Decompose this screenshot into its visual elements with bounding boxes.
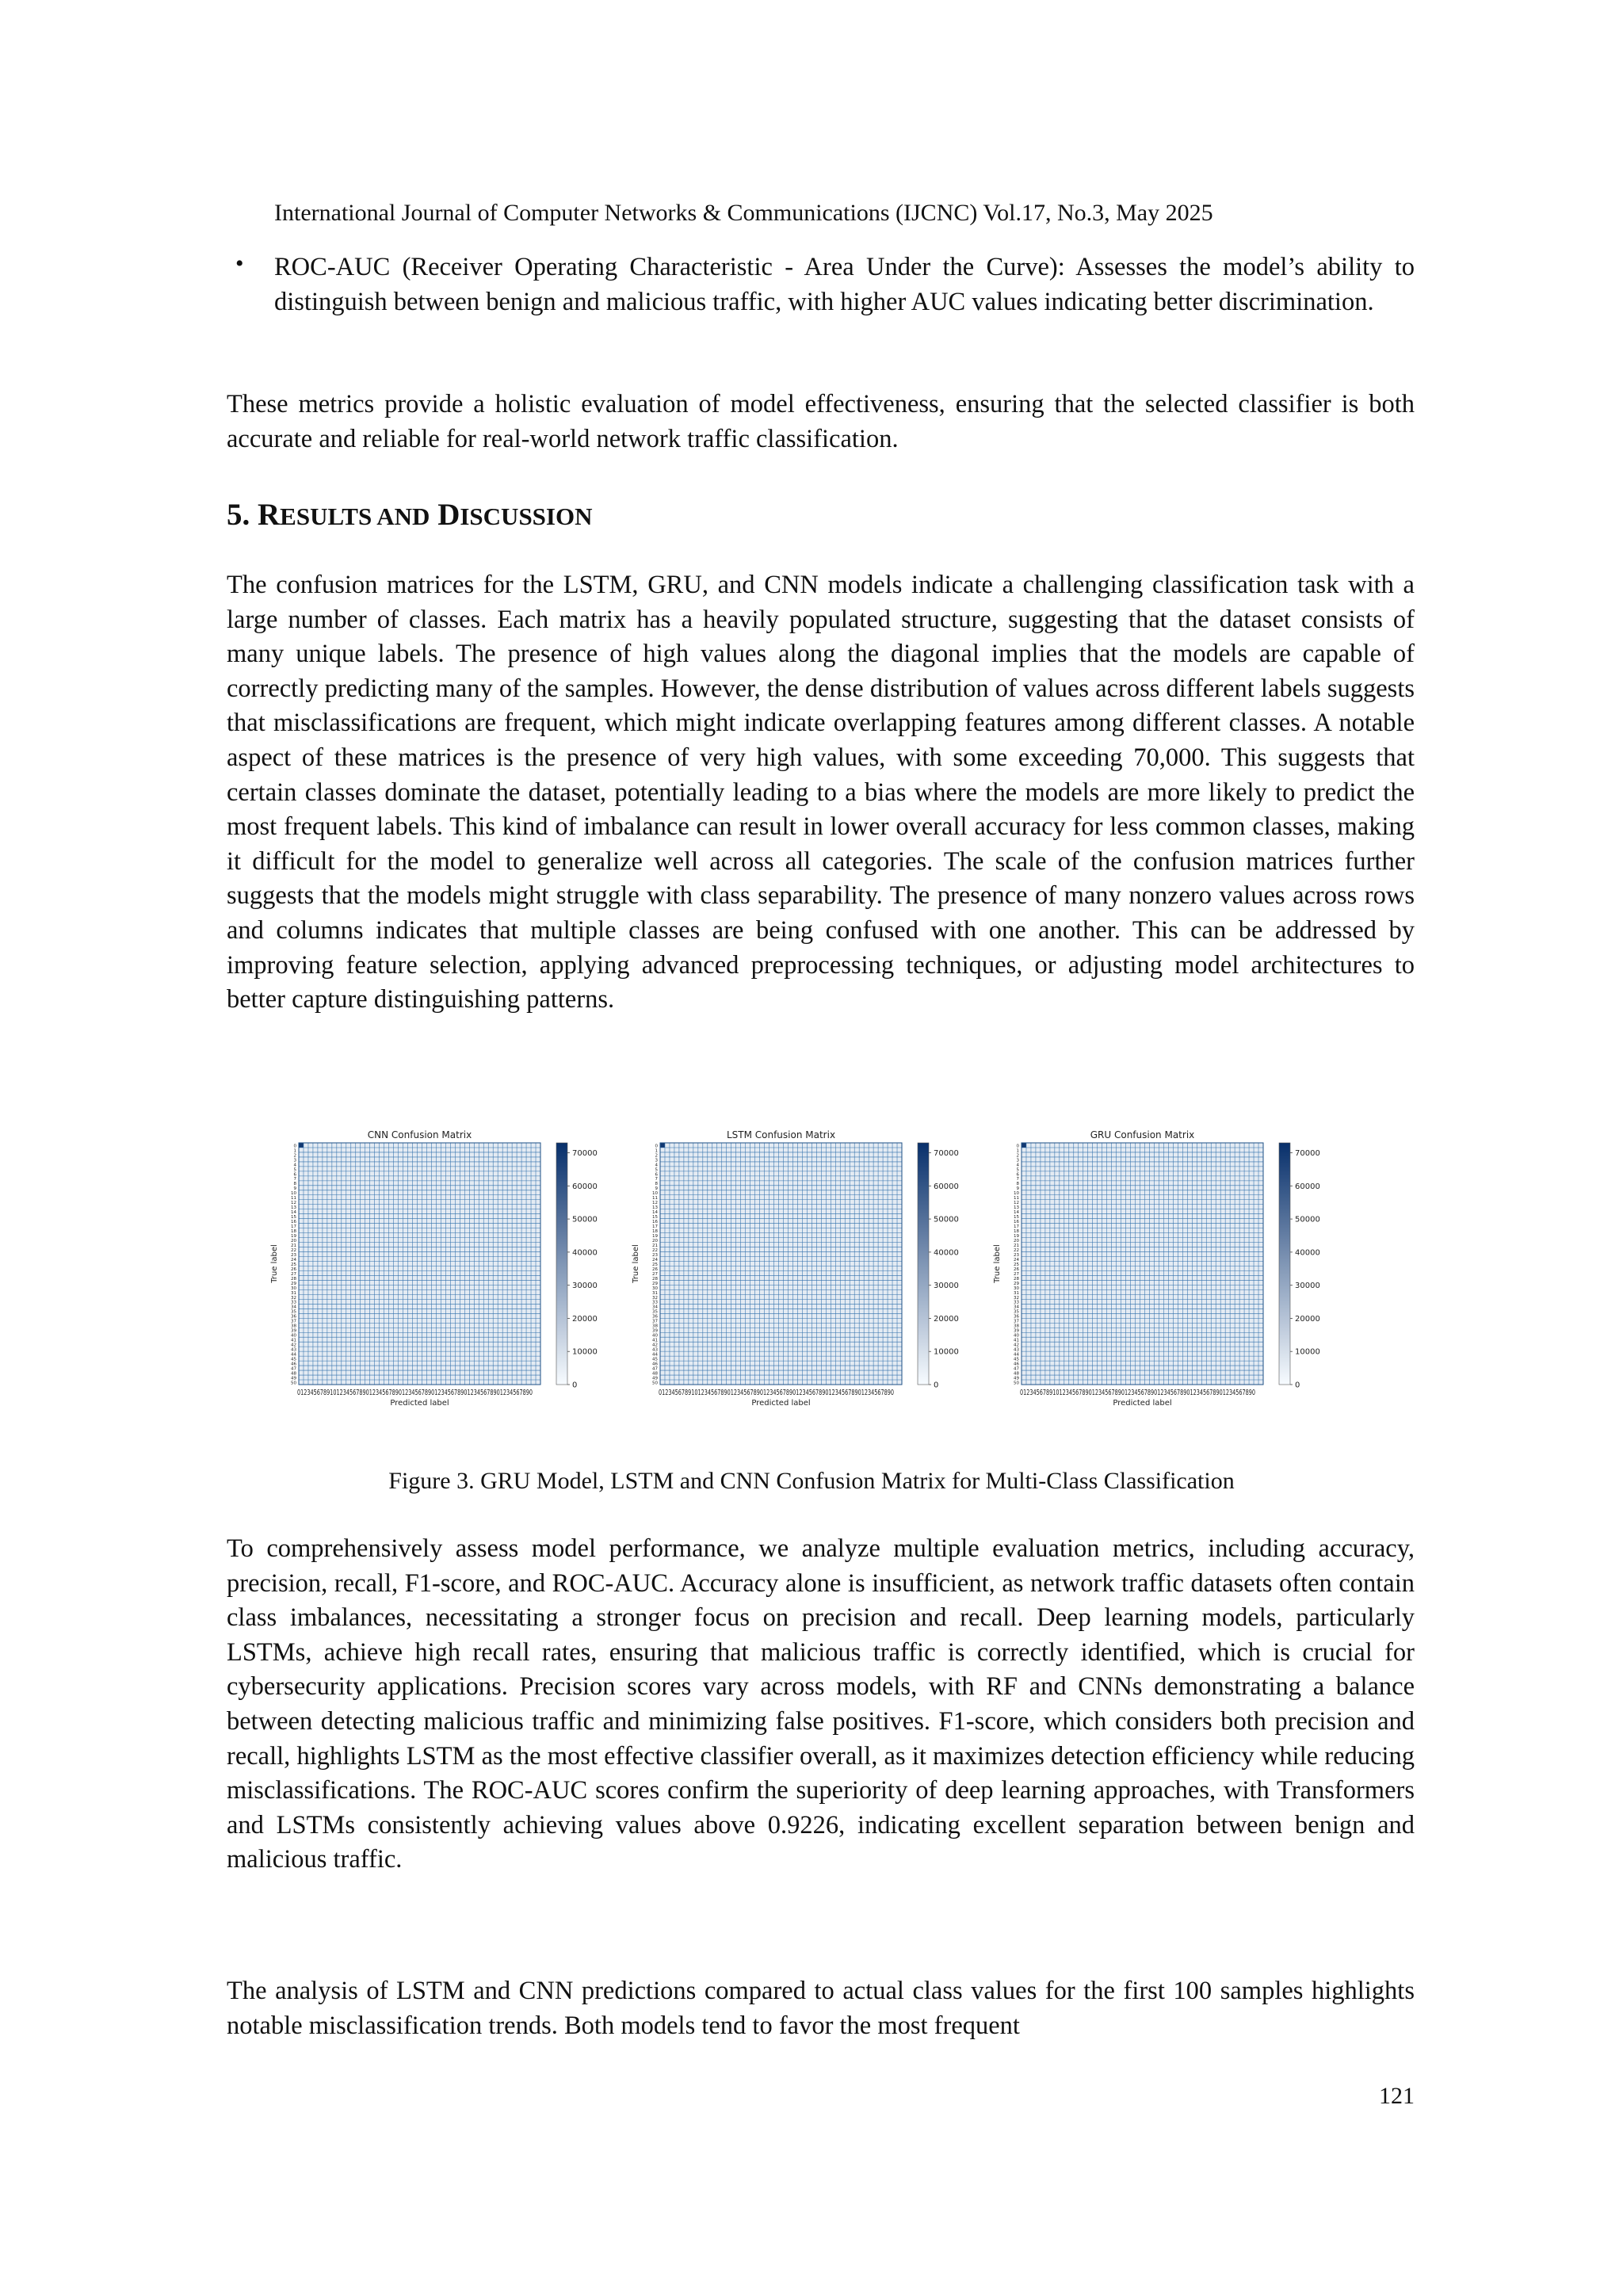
paragraph-confusion-discussion: The confusion matrices for the LSTM, GRU, and CNN models indicate a challenging classification task with a large number of classes. Each matrix has a heavily populated structure, suggesting that the dataset consists of many unique labels. The presence of high values along the diagonal implies that the models are capable of correctly predicting many of the samples. However, the dense distribution of values across different labels suggests that misclassifications are frequent, which might indicate overlapping features among different classes. A notable aspect of these matrices is the presence of very high values, with some exceeding 70,000. This suggests that certain classes dominate the dataset, potentially leading to a bias where the models are more likely to predict the most frequent labels. This kind of imbalance can result in lower overall accuracy for less common classes, making it difficult for the model to generalize well across all categories. The scale of the confusion matrices further suggests that the models might struggle with class separability. The presence of many nonzero values across rows and columns indicates that multiple classes are being confused with one another. This can be addressed by improving feature selection, applying advanced preprocessing techniques, or adjusting model architectures to better capture distinguishing patterns. <box>227 571 1415 1014</box>
y-tick-label: 20 <box>291 1238 296 1244</box>
colorbar-tick-label: 40000 <box>934 1248 959 1258</box>
y-tick-label: 21 <box>1014 1243 1019 1248</box>
y-tick-label: 43 <box>1014 1347 1019 1353</box>
y-tick-label: 30 <box>1014 1286 1019 1291</box>
x-tick-labels: 012345678910123456789012345678901234567890123456789012345678901234567890 <box>297 1389 533 1397</box>
colorbar-tick-label: 30000 <box>1295 1282 1320 1291</box>
y-tick-label: 13 <box>1014 1205 1019 1211</box>
y-axis-label: True label <box>632 1244 640 1283</box>
confusion-matrix-panel-0 <box>270 1129 598 1408</box>
y-tick-label: 5 <box>1016 1167 1019 1173</box>
matrix-background <box>299 1143 540 1385</box>
colorbar-tick-label: 30000 <box>934 1282 959 1291</box>
y-tick-label: 41 <box>1014 1338 1019 1343</box>
y-tick-label: 33 <box>652 1300 658 1305</box>
y-tick-label: 17 <box>1014 1224 1019 1230</box>
y-tick-label: 36 <box>652 1314 658 1320</box>
y-tick-label: 35 <box>652 1309 658 1315</box>
y-tick-label: 36 <box>291 1314 296 1320</box>
y-tick-label: 19 <box>1014 1234 1019 1240</box>
y-tick-label: 26 <box>291 1266 296 1272</box>
y-tick-label: 11 <box>1014 1196 1019 1201</box>
x-tick-labels: 012345678910123456789012345678901234567890123456789012345678901234567890 <box>1020 1389 1255 1397</box>
y-tick-label: 45 <box>1014 1357 1019 1362</box>
y-tick-label: 39 <box>291 1328 296 1334</box>
y-tick-label: 42 <box>291 1343 296 1348</box>
section-title-iscussion: ISCUSSION <box>460 502 593 530</box>
y-tick-label: 28 <box>291 1276 296 1282</box>
page-number: 121 <box>1379 2083 1415 2109</box>
peak-cell <box>1022 1143 1026 1148</box>
y-tick-label: 6 <box>655 1172 658 1178</box>
y-axis-label: True label <box>993 1244 1002 1283</box>
y-tick-label: 10 <box>291 1191 296 1197</box>
y-tick-label: 15 <box>291 1215 296 1221</box>
matrix-background <box>660 1143 902 1385</box>
y-tick-label: 27 <box>1014 1271 1019 1277</box>
y-tick-label: 8 <box>1016 1182 1019 1187</box>
y-tick-label: 19 <box>291 1234 296 1240</box>
y-tick-label: 46 <box>652 1362 658 1367</box>
y-tick-label: 6 <box>293 1172 296 1178</box>
colorbar-tick-label: 0 <box>934 1381 939 1390</box>
y-tick-label: 44 <box>652 1352 658 1358</box>
y-tick-label: 45 <box>291 1357 296 1362</box>
y-tick-label: 31 <box>1014 1290 1019 1296</box>
y-tick-label: 42 <box>1014 1343 1019 1348</box>
y-tick-label: 47 <box>1014 1366 1019 1372</box>
y-tick-label: 18 <box>652 1229 658 1235</box>
y-tick-label: 39 <box>652 1328 658 1334</box>
y-tick-label: 30 <box>291 1286 296 1291</box>
y-tick-label: 0 <box>655 1144 658 1149</box>
y-tick-label: 28 <box>1014 1276 1019 1282</box>
y-tick-label: 9 <box>293 1186 296 1192</box>
y-tick-label: 25 <box>652 1262 658 1267</box>
y-tick-label: 41 <box>652 1338 658 1343</box>
y-tick-label: 13 <box>652 1205 658 1211</box>
y-tick-labels <box>1014 1144 1020 1385</box>
colorbar <box>556 1143 567 1385</box>
y-tick-label: 43 <box>652 1347 658 1353</box>
y-tick-label: 45 <box>652 1357 658 1362</box>
x-axis-label: Predicted label <box>390 1399 449 1408</box>
y-tick-label: 3 <box>293 1158 296 1163</box>
y-tick-label: 3 <box>655 1158 658 1163</box>
y-tick-label: 20 <box>652 1238 658 1244</box>
y-tick-label: 3 <box>1016 1158 1019 1163</box>
y-tick-label: 35 <box>1014 1309 1019 1315</box>
colorbar-tick-label: 50000 <box>572 1215 598 1224</box>
running-header: International Journal of Computer Networks & Communications (IJCNC) Vol.17, No.3, May 2025 <box>274 200 1213 226</box>
y-tick-label: 50 <box>291 1381 296 1386</box>
y-tick-label: 0 <box>1016 1144 1019 1149</box>
y-tick-label: 29 <box>1014 1281 1019 1286</box>
y-tick-label: 32 <box>1014 1295 1019 1301</box>
y-tick-label: 35 <box>291 1309 296 1315</box>
y-tick-label: 4 <box>655 1163 658 1168</box>
y-tick-label: 40 <box>291 1333 296 1339</box>
y-tick-label: 48 <box>1014 1371 1019 1377</box>
y-tick-label: 23 <box>652 1252 658 1258</box>
matrix-background <box>1022 1143 1263 1385</box>
y-tick-label: 18 <box>1014 1229 1019 1235</box>
y-tick-label: 22 <box>291 1247 296 1253</box>
y-tick-label: 34 <box>291 1305 296 1310</box>
y-tick-label: 28 <box>652 1276 658 1282</box>
y-tick-label: 50 <box>652 1381 658 1386</box>
chart-title: GRU Confusion Matrix <box>1090 1129 1195 1140</box>
y-tick-label: 40 <box>652 1333 658 1339</box>
colorbar <box>1279 1143 1290 1385</box>
y-tick-label: 33 <box>291 1300 296 1305</box>
y-tick-label: 31 <box>291 1290 296 1296</box>
y-tick-label: 31 <box>652 1290 658 1296</box>
y-tick-label: 34 <box>1014 1305 1019 1310</box>
y-tick-label: 47 <box>291 1366 296 1372</box>
y-tick-label: 29 <box>291 1281 296 1286</box>
colorbar <box>918 1143 929 1385</box>
figure-confusion-matrices <box>269 1129 1355 1431</box>
y-tick-label: 40 <box>1014 1333 1019 1339</box>
x-axis-label: Predicted label <box>751 1399 811 1408</box>
y-tick-label: 10 <box>652 1191 658 1197</box>
y-tick-label: 27 <box>291 1271 296 1277</box>
y-tick-label: 26 <box>1014 1266 1019 1272</box>
peak-cell <box>660 1143 665 1148</box>
section-title-d: D <box>437 498 460 532</box>
colorbar-tick-label: 10000 <box>1295 1347 1320 1357</box>
y-tick-label: 48 <box>291 1371 296 1377</box>
y-tick-label: 12 <box>652 1201 658 1206</box>
y-tick-label: 5 <box>293 1167 296 1173</box>
colorbar-tick-label: 0 <box>572 1381 578 1390</box>
y-tick-label: 13 <box>291 1205 296 1211</box>
figure-caption: Figure 3. GRU Model, LSTM and CNN Confusion Matrix for Multi-Class Classification <box>388 1468 1235 1494</box>
x-tick-labels: 012345678910123456789012345678901234567890123456789012345678901234567890 <box>659 1389 894 1397</box>
y-tick-label: 6 <box>1016 1172 1019 1178</box>
colorbar-tick-label: 10000 <box>934 1347 959 1357</box>
y-tick-label: 15 <box>1014 1215 1019 1221</box>
y-tick-label: 19 <box>652 1234 658 1240</box>
y-tick-label: 1 <box>293 1148 296 1154</box>
y-tick-label: 46 <box>291 1362 296 1367</box>
y-tick-label: 1 <box>1016 1148 1019 1154</box>
y-tick-label: 43 <box>291 1347 296 1353</box>
colorbar-tick-label: 60000 <box>1295 1182 1320 1191</box>
y-tick-label: 34 <box>652 1305 658 1310</box>
y-tick-label: 12 <box>1014 1201 1019 1206</box>
x-axis-label: Predicted label <box>1113 1399 1172 1408</box>
y-tick-label: 12 <box>291 1201 296 1206</box>
y-tick-label: 27 <box>652 1271 658 1277</box>
y-tick-label: 49 <box>291 1376 296 1381</box>
y-tick-label: 18 <box>291 1229 296 1235</box>
paragraph-metrics-summary: These metrics provide a holistic evaluation of model effectiveness, ensuring that the selected classifier is both accurate and reliable for real-world network traffic classification. <box>227 390 1415 453</box>
y-tick-label: 41 <box>291 1338 296 1343</box>
y-tick-label: 24 <box>1014 1257 1019 1263</box>
y-tick-label: 20 <box>1014 1238 1019 1244</box>
bullet-text: ROC-AUC (Receiver Operating Characteristic - Area Under the Curve): Assesses the model’s ability to distinguish between benign and malicious traffic, with higher AUC values indicating better discrimination. <box>274 253 1415 316</box>
colorbar-tick-label: 10000 <box>572 1347 598 1357</box>
colorbar-tick-label: 40000 <box>1295 1248 1320 1258</box>
bullet-marker: • <box>235 250 244 277</box>
y-tick-label: 14 <box>1014 1210 1019 1216</box>
y-tick-label: 17 <box>291 1224 296 1230</box>
y-tick-label: 14 <box>291 1210 296 1216</box>
colorbar-tick-label: 20000 <box>934 1314 959 1324</box>
y-tick-label: 7 <box>655 1177 658 1182</box>
y-tick-label: 4 <box>1016 1163 1019 1168</box>
colorbar-tick-label: 70000 <box>934 1149 959 1159</box>
peak-cell <box>299 1143 304 1148</box>
y-tick-label: 10 <box>1014 1191 1019 1197</box>
y-tick-label: 29 <box>652 1281 658 1286</box>
y-tick-label: 2 <box>655 1153 658 1159</box>
paragraph-metrics-analysis: To comprehensively assess model performance, we analyze multiple evaluation metrics, including accuracy, precision, recall, F1-score, and ROC-AUC. Accuracy alone is insufficient, as network traffic datasets often contain class imbalances, necessitating a stronger focus on precision and recall. Deep learning models, particularly LSTMs, achieve high recall rates, ensuring that malicious traffic is correctly identified, which is crucial for cybersecurity applications. Precision scores vary across models, with RF and CNNs demonstrating a balance between detecting malicious traffic and minimizing false positives. F1-score, which considers both precision and recall, highlights LSTM as the most effective classifier overall, as it maximizes detection efficiency while reducing misclassifications. The ROC-AUC scores confirm the superiority of deep learning approaches, with Transformers and LSTMs consistently achieving values above 0.9226, indicating excellent separation between benign and malicious traffic. <box>227 1534 1415 1874</box>
y-tick-label: 49 <box>652 1376 658 1381</box>
y-tick-label: 16 <box>291 1220 296 1225</box>
y-tick-label: 7 <box>293 1177 296 1182</box>
y-tick-label: 1 <box>655 1148 658 1154</box>
section-number: 5. <box>227 498 250 532</box>
y-tick-label: 7 <box>1016 1177 1019 1182</box>
y-tick-label: 21 <box>291 1243 296 1248</box>
y-tick-label: 16 <box>652 1220 658 1225</box>
y-axis-label: True label <box>270 1244 279 1283</box>
section-heading <box>227 498 592 534</box>
y-tick-label: 5 <box>655 1167 658 1173</box>
y-tick-label: 11 <box>652 1196 658 1201</box>
y-tick-label: 8 <box>293 1182 296 1187</box>
y-tick-label: 25 <box>291 1262 296 1267</box>
chart-title: LSTM Confusion Matrix <box>726 1129 836 1140</box>
y-tick-label: 9 <box>655 1186 658 1192</box>
y-tick-label: 38 <box>1014 1324 1019 1329</box>
y-tick-label: 30 <box>652 1286 658 1291</box>
bullet-item-roc-auc <box>235 250 1415 319</box>
y-tick-label: 24 <box>291 1257 296 1263</box>
colorbar-tick-label: 50000 <box>1295 1215 1320 1224</box>
section-title-r: R <box>258 498 281 532</box>
colorbar-tick-label: 70000 <box>572 1149 598 1159</box>
paragraph-predictions-analysis: The analysis of LSTM and CNN predictions compared to actual class values for the first 100 samples highlights notable misclassification trends. Both models tend to favor the most frequent <box>227 1977 1415 2040</box>
chart-title: CNN Confusion Matrix <box>367 1129 472 1140</box>
colorbar-tick-label: 20000 <box>572 1314 598 1324</box>
y-tick-label: 36 <box>1014 1314 1019 1320</box>
y-tick-label: 14 <box>652 1210 658 1216</box>
colorbar-tick-label: 60000 <box>934 1182 959 1191</box>
y-tick-label: 49 <box>1014 1376 1019 1381</box>
colorbar-tick-label: 50000 <box>934 1215 959 1224</box>
y-tick-label: 42 <box>652 1343 658 1348</box>
y-tick-label: 33 <box>1014 1300 1019 1305</box>
y-tick-label: 21 <box>652 1243 658 1248</box>
y-tick-label: 47 <box>652 1366 658 1372</box>
y-tick-label: 46 <box>1014 1362 1019 1367</box>
colorbar-tick-label: 20000 <box>1295 1314 1320 1324</box>
section-title-esults: ESULTS AND <box>280 502 430 530</box>
y-tick-label: 24 <box>652 1257 658 1263</box>
y-tick-label: 44 <box>291 1352 296 1358</box>
y-tick-label: 32 <box>291 1295 296 1301</box>
confusion-matrix-figure <box>269 1129 1355 1431</box>
y-tick-label: 38 <box>652 1324 658 1329</box>
colorbar-tick-label: 0 <box>1295 1381 1300 1390</box>
y-tick-label: 16 <box>1014 1220 1019 1225</box>
y-tick-label: 26 <box>652 1266 658 1272</box>
y-tick-label: 44 <box>1014 1352 1019 1358</box>
y-tick-label: 8 <box>655 1182 658 1187</box>
y-tick-label: 48 <box>652 1371 658 1377</box>
y-tick-label: 23 <box>291 1252 296 1258</box>
y-tick-label: 15 <box>652 1215 658 1221</box>
y-tick-label: 37 <box>652 1319 658 1324</box>
y-tick-label: 25 <box>1014 1262 1019 1267</box>
y-tick-label: 4 <box>293 1163 296 1168</box>
colorbar-tick-label: 60000 <box>572 1182 598 1191</box>
y-tick-label: 39 <box>1014 1328 1019 1334</box>
y-tick-label: 37 <box>1014 1319 1019 1324</box>
y-tick-labels <box>652 1144 659 1385</box>
y-tick-label: 2 <box>293 1153 296 1159</box>
y-tick-label: 0 <box>293 1144 296 1149</box>
y-tick-label: 22 <box>652 1247 658 1253</box>
colorbar-tick-label: 70000 <box>1295 1149 1320 1159</box>
y-tick-label: 22 <box>1014 1247 1019 1253</box>
y-tick-label: 11 <box>291 1196 296 1201</box>
colorbar-tick-label: 40000 <box>572 1248 598 1258</box>
y-tick-label: 17 <box>652 1224 658 1230</box>
y-tick-label: 50 <box>1014 1381 1019 1386</box>
y-tick-label: 37 <box>291 1319 296 1324</box>
y-tick-labels <box>291 1144 297 1385</box>
y-tick-label: 38 <box>291 1324 296 1329</box>
y-tick-label: 9 <box>1016 1186 1019 1192</box>
colorbar-tick-label: 30000 <box>572 1282 598 1291</box>
y-tick-label: 23 <box>1014 1252 1019 1258</box>
confusion-matrix-panel-1 <box>632 1129 959 1408</box>
confusion-matrix-panel-2 <box>993 1129 1320 1408</box>
y-tick-label: 32 <box>652 1295 658 1301</box>
y-tick-label: 2 <box>1016 1153 1019 1159</box>
